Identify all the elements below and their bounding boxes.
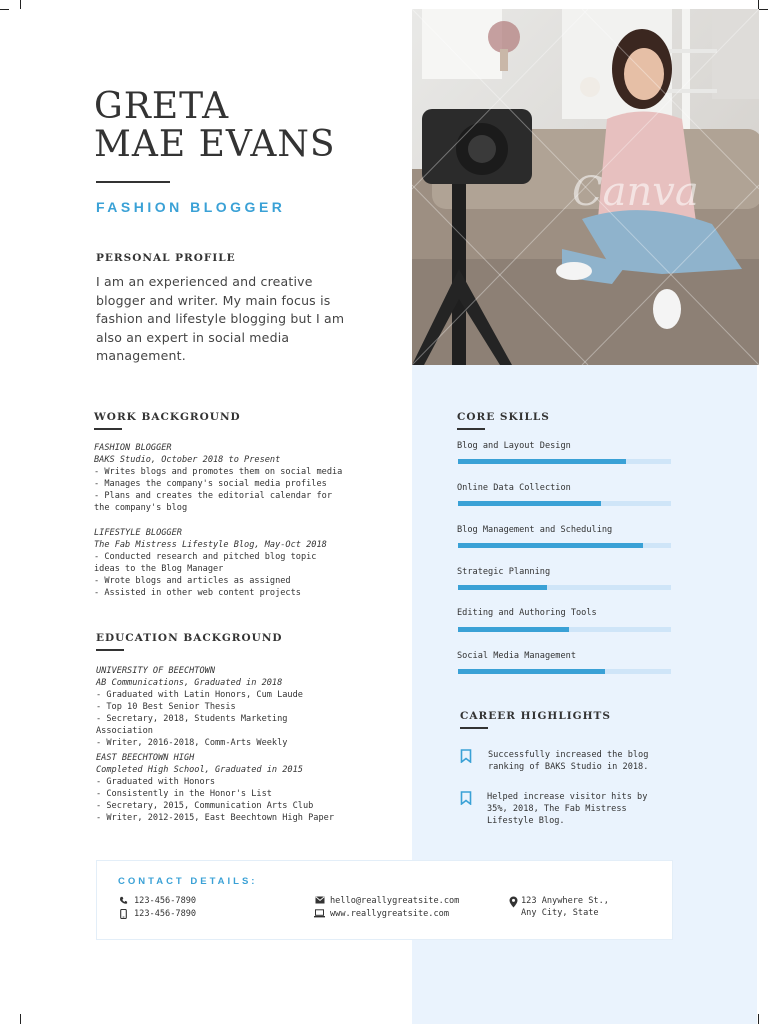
entry-line: - Conducted research and pitched blog topic ideas to the Blog Manager [94,552,317,574]
entry-line: - Writer, 2016-2018, Comm-Arts Weekly [96,738,288,748]
crop-mark [20,0,21,9]
entry-title: UNIVERSITY OF BEECHTOWN [96,666,215,676]
contact-heading: CONTACT DETAILS: [118,876,258,887]
work-entry [94,527,344,599]
entry-line: - Writes blogs and promotes them on social media [94,467,343,477]
job-title: FASHION BLOGGER [96,199,286,215]
education-entry [96,665,346,749]
entry-title: FASHION BLOGGER [94,443,172,453]
entry-line: - Graduated with Latin Honors, Cum Laude [96,690,303,700]
watermark-text: Canva [572,169,699,215]
contact-email: hello@reallygreatsite.com [330,896,460,906]
profile-text: I am an experienced and creative blogger and writer. My main focus is fashion and lifestyle blogging but I am also an expert in social media management. [96,274,345,363]
highlights-divider [460,727,488,729]
entry-subtitle: BAKS Studio, October 2018 to Present [94,455,281,465]
work-entry [94,442,344,514]
crop-mark [758,1014,759,1024]
profile-photo [412,9,759,365]
name-divider [96,181,170,183]
skill-bar-fill [458,459,626,464]
laptop-icon [314,909,325,918]
skill-bar-fill [458,627,569,632]
entry-title: LIFESTYLE BLOGGER [94,528,182,538]
contact-mobile: 123-456-7890 [134,909,197,919]
skill-bar [458,627,671,632]
crop-mark [0,9,9,10]
entry-line: - Consistently in the Honor's List [96,789,272,799]
entry-subtitle: The Fab Mistress Lifestyle Blog, May-Oct 2018 [94,540,327,550]
skill-bar [458,669,671,674]
entry-line: - Writer, 2012-2015, East Beechtown High Paper [96,813,334,823]
work-heading: WORK BACKGROUND [94,411,241,423]
skill-bar [458,543,671,548]
entry-line: - Manages the company's social media profiles [94,479,327,489]
crop-mark [20,1014,21,1024]
contact-address-line-2: Any City, State [521,908,599,918]
skill-label: Editing and Authoring Tools [457,608,597,618]
location-pin-icon [509,896,518,908]
highlight-text: Successfully increased the blog ranking of BAKS Studio in 2018. [488,750,649,772]
mobile-icon [120,909,127,919]
entry-line: - Wrote blogs and articles as assigned [94,576,291,586]
work-divider [94,428,122,430]
skill-label: Blog Management and Scheduling [457,525,613,535]
highlights-heading: CAREER HIGHLIGHTS [460,710,611,722]
phone-icon [119,896,128,905]
entry-line: - Secretary, 2015, Communication Arts Club [96,801,314,811]
contact-website: www.reallygreatsite.com [330,909,449,919]
skill-bar-fill [458,585,547,590]
entry-line: - Top 10 Best Senior Thesis [96,702,236,712]
entry-line: - Assisted in other web content projects [94,588,301,598]
skill-label: Strategic Planning [457,567,551,577]
entry-line: - Plans and creates the editorial calendar for the company's blog [94,491,332,513]
contact-address-line-1: 123 Anywhere St., [521,896,609,906]
skill-label: Online Data Collection [457,483,571,493]
entry-subtitle: AB Communications, Graduated in 2018 [96,678,283,688]
bookmark-icon [460,749,472,763]
skill-bar [458,501,671,506]
education-heading: EDUCATION BACKGROUND [96,632,283,644]
highlight-text: Helped increase visitor hits by 35%, 2018, The Fab Mistress Lifestyle Blog. [487,792,648,826]
crop-mark [759,9,768,10]
entry-subtitle: Completed High School, Graduated in 2015 [96,765,303,775]
education-entry [96,752,346,824]
skills-heading: CORE SKILLS [457,411,550,423]
education-divider [96,649,124,651]
skill-label: Social Media Management [457,651,576,661]
skill-bar [458,459,671,464]
skill-bar-fill [458,669,605,674]
skill-bar-fill [458,501,601,506]
email-icon [315,896,325,904]
name-line-1: GRETA [94,86,230,127]
skill-bar [458,585,671,590]
name-line-2: MAE EVANS [94,124,336,165]
entry-line: - Secretary, 2018, Students Marketing Association [96,714,288,736]
crop-mark [758,0,759,9]
entry-line: - Graduated with Honors [96,777,215,787]
bookmark-icon [460,791,472,805]
skill-label: Blog and Layout Design [457,441,571,451]
entry-title: EAST BEECHTOWN HIGH [96,753,195,763]
skills-divider [457,428,485,430]
contact-phone: 123-456-7890 [134,896,197,906]
name-heading [94,88,336,164]
skill-bar-fill [458,543,643,548]
profile-heading: PERSONAL PROFILE [96,252,236,264]
